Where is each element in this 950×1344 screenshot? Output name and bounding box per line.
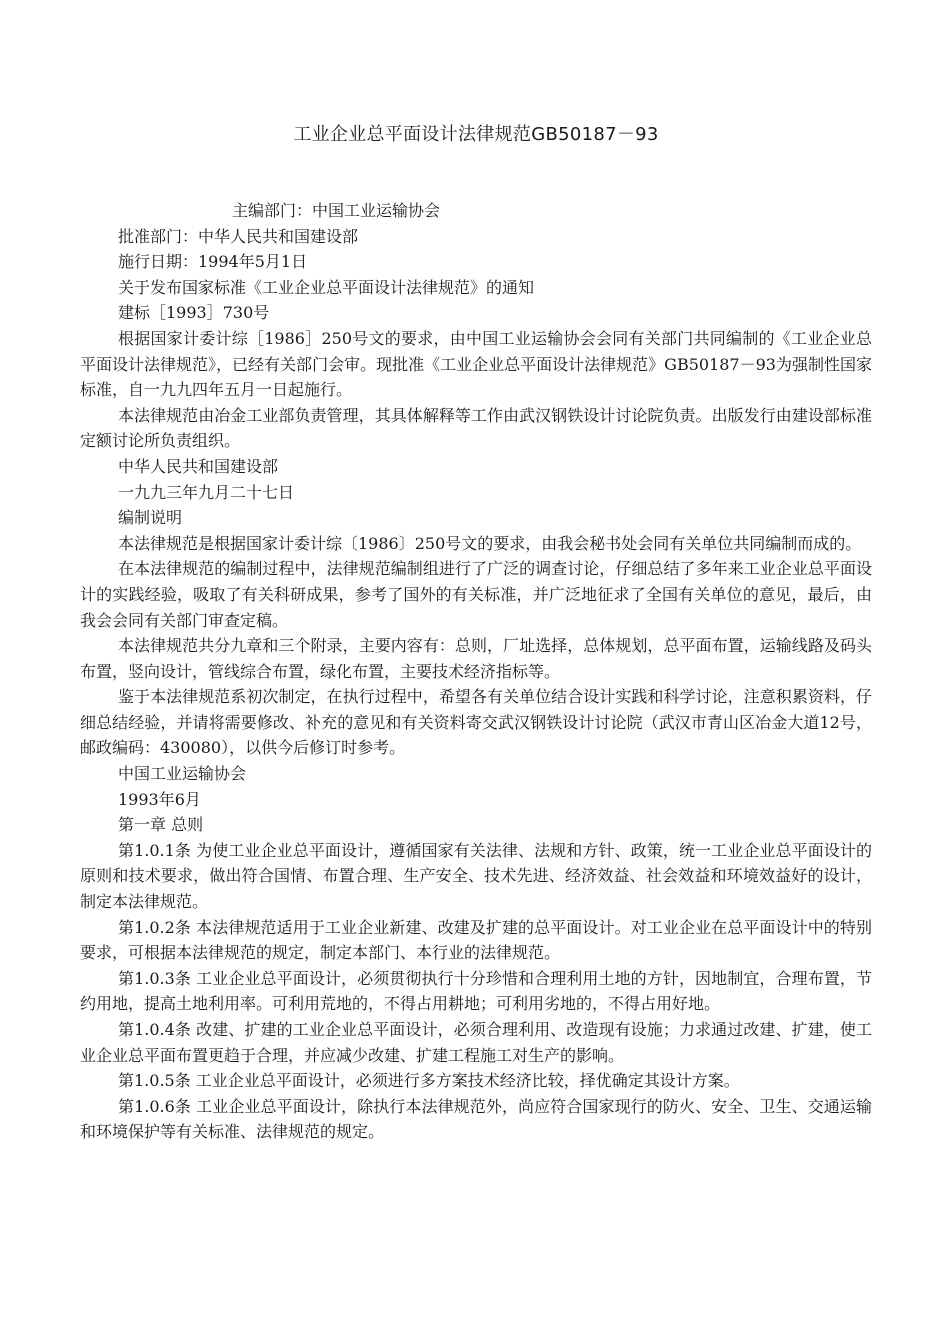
- article-paragraph: 第1.0.2条 本法律规范适用于工业企业新建、改建及扩建的总平面设计。对工业企业在总平面设计中的特别要求，可根据本法律规范的规定，制定本部门、本行业的法律规范。: [80, 917, 872, 963]
- effective-date-line: 施行日期：1994年5月1日: [118, 252, 308, 272]
- chapter-heading: 第一章 总则: [118, 815, 204, 835]
- article-paragraph: 第1.0.6条 工业企业总平面设计，除执行本法律规范外，尚应符合国家现行的防火、安全、卫生、交通运输和环境保护等有关标准、法律规范的规定。: [80, 1096, 872, 1142]
- preface-paragraph: 鉴于本法律规范系初次制定，在执行过程中，希望各有关单位结合设计实践和科学讨论，注意积累资料，仔细总结经验，并请将需要修改、补充的意见和有关资料寄交武汉钢铁设计讨论院（武汉市青山区冶金大道12号，邮政编码：430080），以供今后修订时参考。: [80, 687, 872, 758]
- article-paragraph: 第1.0.3条 工业企业总平面设计，必须贯彻执行十分珍惜和合理利用土地的方针，因地制宜，合理布置，节约用地，提高土地利用率。可利用荒地的，不得占用耕地；可利用劣地的，不得占用好地。: [80, 968, 872, 1014]
- preface-paragraph: 本法律规范是根据国家计委计综〔1986〕250号文的要求，由我会秘书处会同有关单位共同编制而成的。: [118, 533, 862, 553]
- notice-heading: 关于发布国家标准《工业企业总平面设计法律规范》的通知: [118, 277, 535, 297]
- document-title: 工业企业总平面设计法律规范GB50187－93: [293, 124, 659, 145]
- preface-paragraph: 本法律规范共分九章和三个附录，主要内容有：总则，厂址选择，总体规划，总平面布置，运输线路及码头布置，竖向设计，管线综合布置，绿化布置，主要技术经济指标等。: [80, 636, 872, 681]
- approval-department-line: 批准部门：中华人民共和国建设部: [118, 226, 359, 246]
- notice-paragraph: 根据国家计委计综［1986］250号文的要求，由中国工业运输协会会同有关部门共同编制的《工业企业总平面设计法律规范》，已经有关部门会审。现批准《工业企业总平面设计法律规范》GB50187－93为强制性国家标准，自一九九四年五月一日起施行。: [80, 328, 872, 400]
- preface-date: 1993年6月: [118, 789, 201, 809]
- notice-paragraph: 本法律规范由冶金工业部负责管理，其具体解释等工作由武汉钢铁设计讨论院负责。出版发行由建设部标准定额讨论所负责组织。: [80, 405, 872, 451]
- article-paragraph: 第1.0.4条 改建、扩建的工业企业总平面设计，必须合理利用、改造现有设施；力求通过改建、扩建，使工业企业总平面布置更趋于合理，并应减少改建、扩建工程施工对生产的影响。: [80, 1020, 872, 1065]
- preface-paragraph: 在本法律规范的编制过程中，法律规范编制组进行了广泛的调查讨论，仔细总结了多年来工业企业总平面设计的实践经验，吸取了有关科研成果，参考了国外的有关标准，并广泛地征求了全国有关单位的意见，最后，由我会会同有关部门审查定稿。: [80, 559, 872, 630]
- article-paragraph: 第1.0.1条 为使工业企业总平面设计，遵循国家有关法律、法规和方针、政策，统一工业企业总平面设计的原则和技术要求，做出符合国情、布置合理、生产安全、技术先进、经济效益、社会效益和环境效益好的设计，制定本法律规范。: [80, 840, 872, 912]
- preface-issuer: 中国工业运输协会: [118, 764, 247, 784]
- section-heading: 编制说明: [118, 508, 183, 528]
- editor-department-line: 主编部门：中国工业运输协会: [232, 201, 441, 220]
- article-paragraph: 第1.0.5条 工业企业总平面设计，必须进行多方案技术经济比较，择优确定其设计方案。: [118, 1071, 740, 1091]
- document-body: [80, 198, 872, 1145]
- notice-number: 建标［1993］730号: [118, 303, 270, 323]
- notice-issuer: 中华人民共和国建设部: [118, 456, 279, 476]
- notice-date: 一九九三年九月二十七日: [118, 482, 295, 502]
